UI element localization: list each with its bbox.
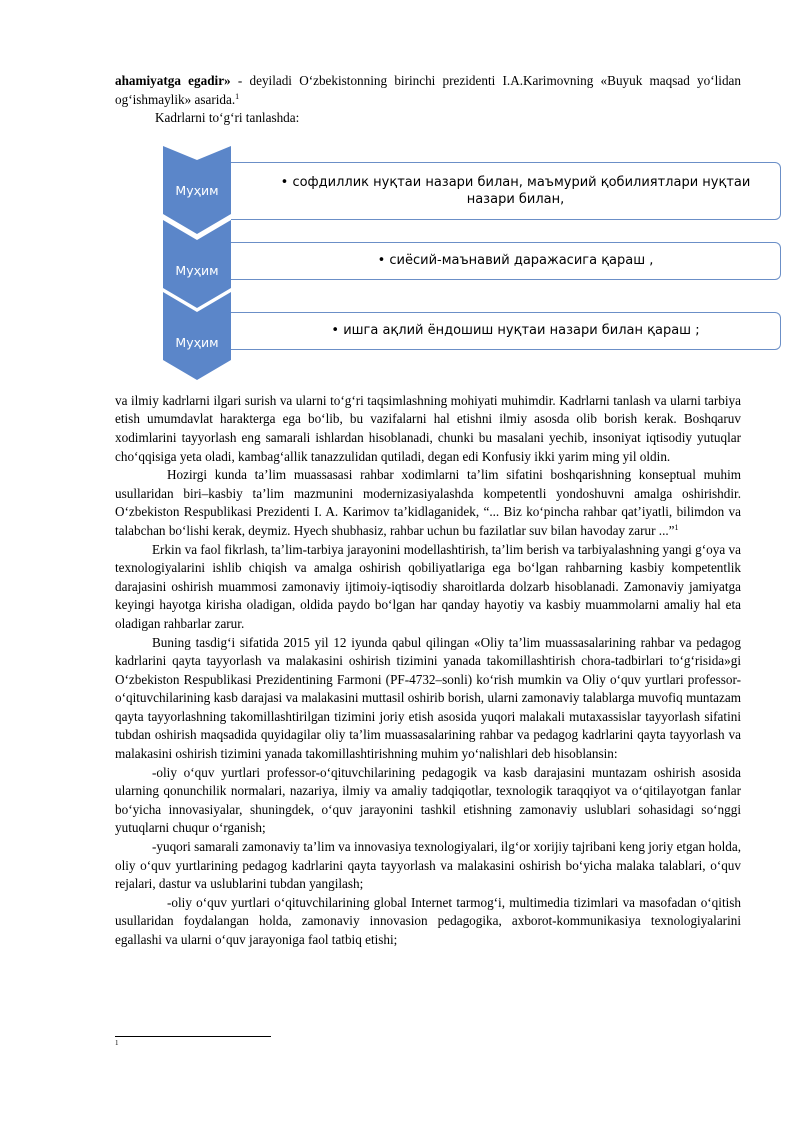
chevron-label-2: Муҳим [175, 262, 219, 278]
diagram-box-3 [231, 312, 781, 350]
process-diagram [115, 146, 751, 384]
list-item-1: -oliy o‘quv yurtlari professor-o‘qituvchilarining pedagogik va kasb darajasini muntazam oshirish asosida ularning qonunchilik normalari, nazariya, ilmiy va amaliy tadqiqotlar, texnologik taraqqiyot va o‘qitilayotgan fanlar bo‘yicha innovasiyalar, shuningdek, o‘quv jarayonini tashkil etishning zamonaviy uslublari sohasidagi so‘nggi yutuqlarni chuqur o‘rganish; [115, 764, 741, 836]
list-item-3: -oliy o‘quv yurtlari o‘qituvchilarining global Internet tarmog‘i, multimedia tizimlari va masofadan o‘qitish usullaridan foydalangan holda, zamonaviy innovasion pedagogika, axborot-kommunikasiya texnologiyalarini egallashi va ularni o‘quv jarayoniga faol tatbiq etishi; [115, 894, 741, 947]
diagram-text-2: • сиёсий-маънавий даражасига қараш , [377, 253, 654, 269]
footnote-ref-2: 1 [674, 522, 679, 532]
diagram-text-3: • ишга ақлий ёндошиш нуқтаи назари билан қараш ; [331, 323, 700, 339]
diagram-box-1 [231, 162, 781, 220]
bold-phrase: ahamiyatga egadir» [115, 73, 231, 88]
paragraph-current-text: Hozirgi kunda ta’lim muassasasi rahbar xodimlarni ta’lim sifatini boshqarishning konseptual muhim usullaridan biri–kasbiy ta’lim mazmunini modernizasiyalashda kompetentli yondoshuvni amalga oshirishdir. O‘zbekiston Respublikasi Prezidenti I. A. Karimov ta’kidlaganidek, “... Biz ko‘pincha rahbar qat’iyatli, bilimdon va talabchan bo‘lishi kerak, deymiz. Hyech shubhasiz, rahbar uchun bu fazilatlar suv bilan havoday zarur ...” [115, 467, 741, 538]
intro-text: - deyiladi O‘zbekistonning birinchi prezidenti I.A.Karimovning «Buyuk maqsad yo‘lidan og‘ishmaylik» asarida. [115, 73, 741, 107]
footnote-divider [115, 1036, 271, 1037]
diagram-text-1: • софдиллик нуқтаи назари билан, маъмурий қобилиятлари нуқтаи назари билан, [280, 174, 751, 207]
paragraph-intro [115, 72, 741, 109]
list-item-2: -yuqori samarali zamonaviy ta’lim va innovasiya texnologiyalari, ilg‘or xorijiy tajribani keng joriy etgan holda, oliy o‘quv yurtlarining pedagog kadrlarini qayta tayyorlash va malakasini oshirish bo‘yicha malaka talablari, o‘quv rejalari, dastur va uslublarini tubdan yangilash; [115, 839, 741, 892]
paragraph-selection: Kadrlarni to‘g‘ri tanlashda: [155, 110, 300, 126]
footnote-mark: 1 [115, 1039, 119, 1047]
footnote-ref: 1 [235, 91, 240, 101]
paragraph-cadres: va ilmiy kadrlarni ilgari surish va ularni to‘g‘ri taqsimlashning mohiyati muhimdir. Kadrlarni tanlash va ularni tarbiya etish umumdavlat harakterga ega bo‘lib, bu vazifalarni hal etishni ilmiy asosda olib borish kerak. Boshqaruv xodimlarini tayyorlash eng samarali ishlardan hisoblanadi, chunki bu masalani yechib, insoniyat iqtisodiy yutuqlar cho‘qqisiga yeta oladi, kambag‘allik tanazzulidan qutiladi, degan edi Konfusiy ikki yarim ming yil oldin. [115, 392, 741, 464]
diagram-chevron-3 [163, 292, 231, 380]
diagram-box-2 [231, 242, 781, 280]
paragraph-decree: Buning tasdig‘i sifatida 2015 yil 12 iyunda qabul qilingan «Oliy ta’lim muassasalarining rahbar va pedagog kadrlarini qayta tayyorlash va malakasini oshirish tizimini yanada takomillashtirish chora-tadbirlari to‘g‘risida»gi O‘zbekiston Respublikasi Prezidentining Farmoni (PF-4732–sonli) ko‘rish mumkin va Oliy o‘quv yurtlari professor-o‘qituvchilarining kasb darajasi va malakasini muttasil oshirib borish, ularni zamonaviy talablarga muvofiq muntazam qayta tayyorlashning takomillashtirilgan tizimini joriy etish asosida yuqori malakali mutaxassislar tayyorlash sifatini tubdan oshirish maqsadida quyidagilar oliy ta’lim muassasalarining rahbar va pedagog kadrlarini qayta tayyorlash va malakasini oshirish tizimini yanada takomillashtirishning muhim yo‘nalishlari deb hisoblansin: [115, 634, 741, 762]
paragraph-current [115, 466, 741, 540]
chevron-label-3: Муҳим [175, 334, 219, 350]
chevron-label-1: Муҳим [175, 182, 219, 198]
paragraph-thinking: Erkin va faol fikrlash, ta’lim-tarbiya jarayonini modellashtirish, ta’lim berish va tarbiyalashning yangi g‘oya va texnologiyalarini ishlib chiqish va amalga oshirish qobiliyatlariga ega bo‘lgan rahbarning kasbiy kompetentlik darajasini oshirish muammosi zamonaviy ijtimoiy-iqtisodiy sharoitlarda dolzarb hisoblanadi. Zamonaviy jamiyatga keyingi hayotga kirisha oladigan, oldida paydo bo‘lgan har qanday hayotiy va kasbiy muammolarni amaliy hal eta oladigan rahbarlar zarur. [115, 541, 741, 631]
document-page [115, 72, 751, 950]
